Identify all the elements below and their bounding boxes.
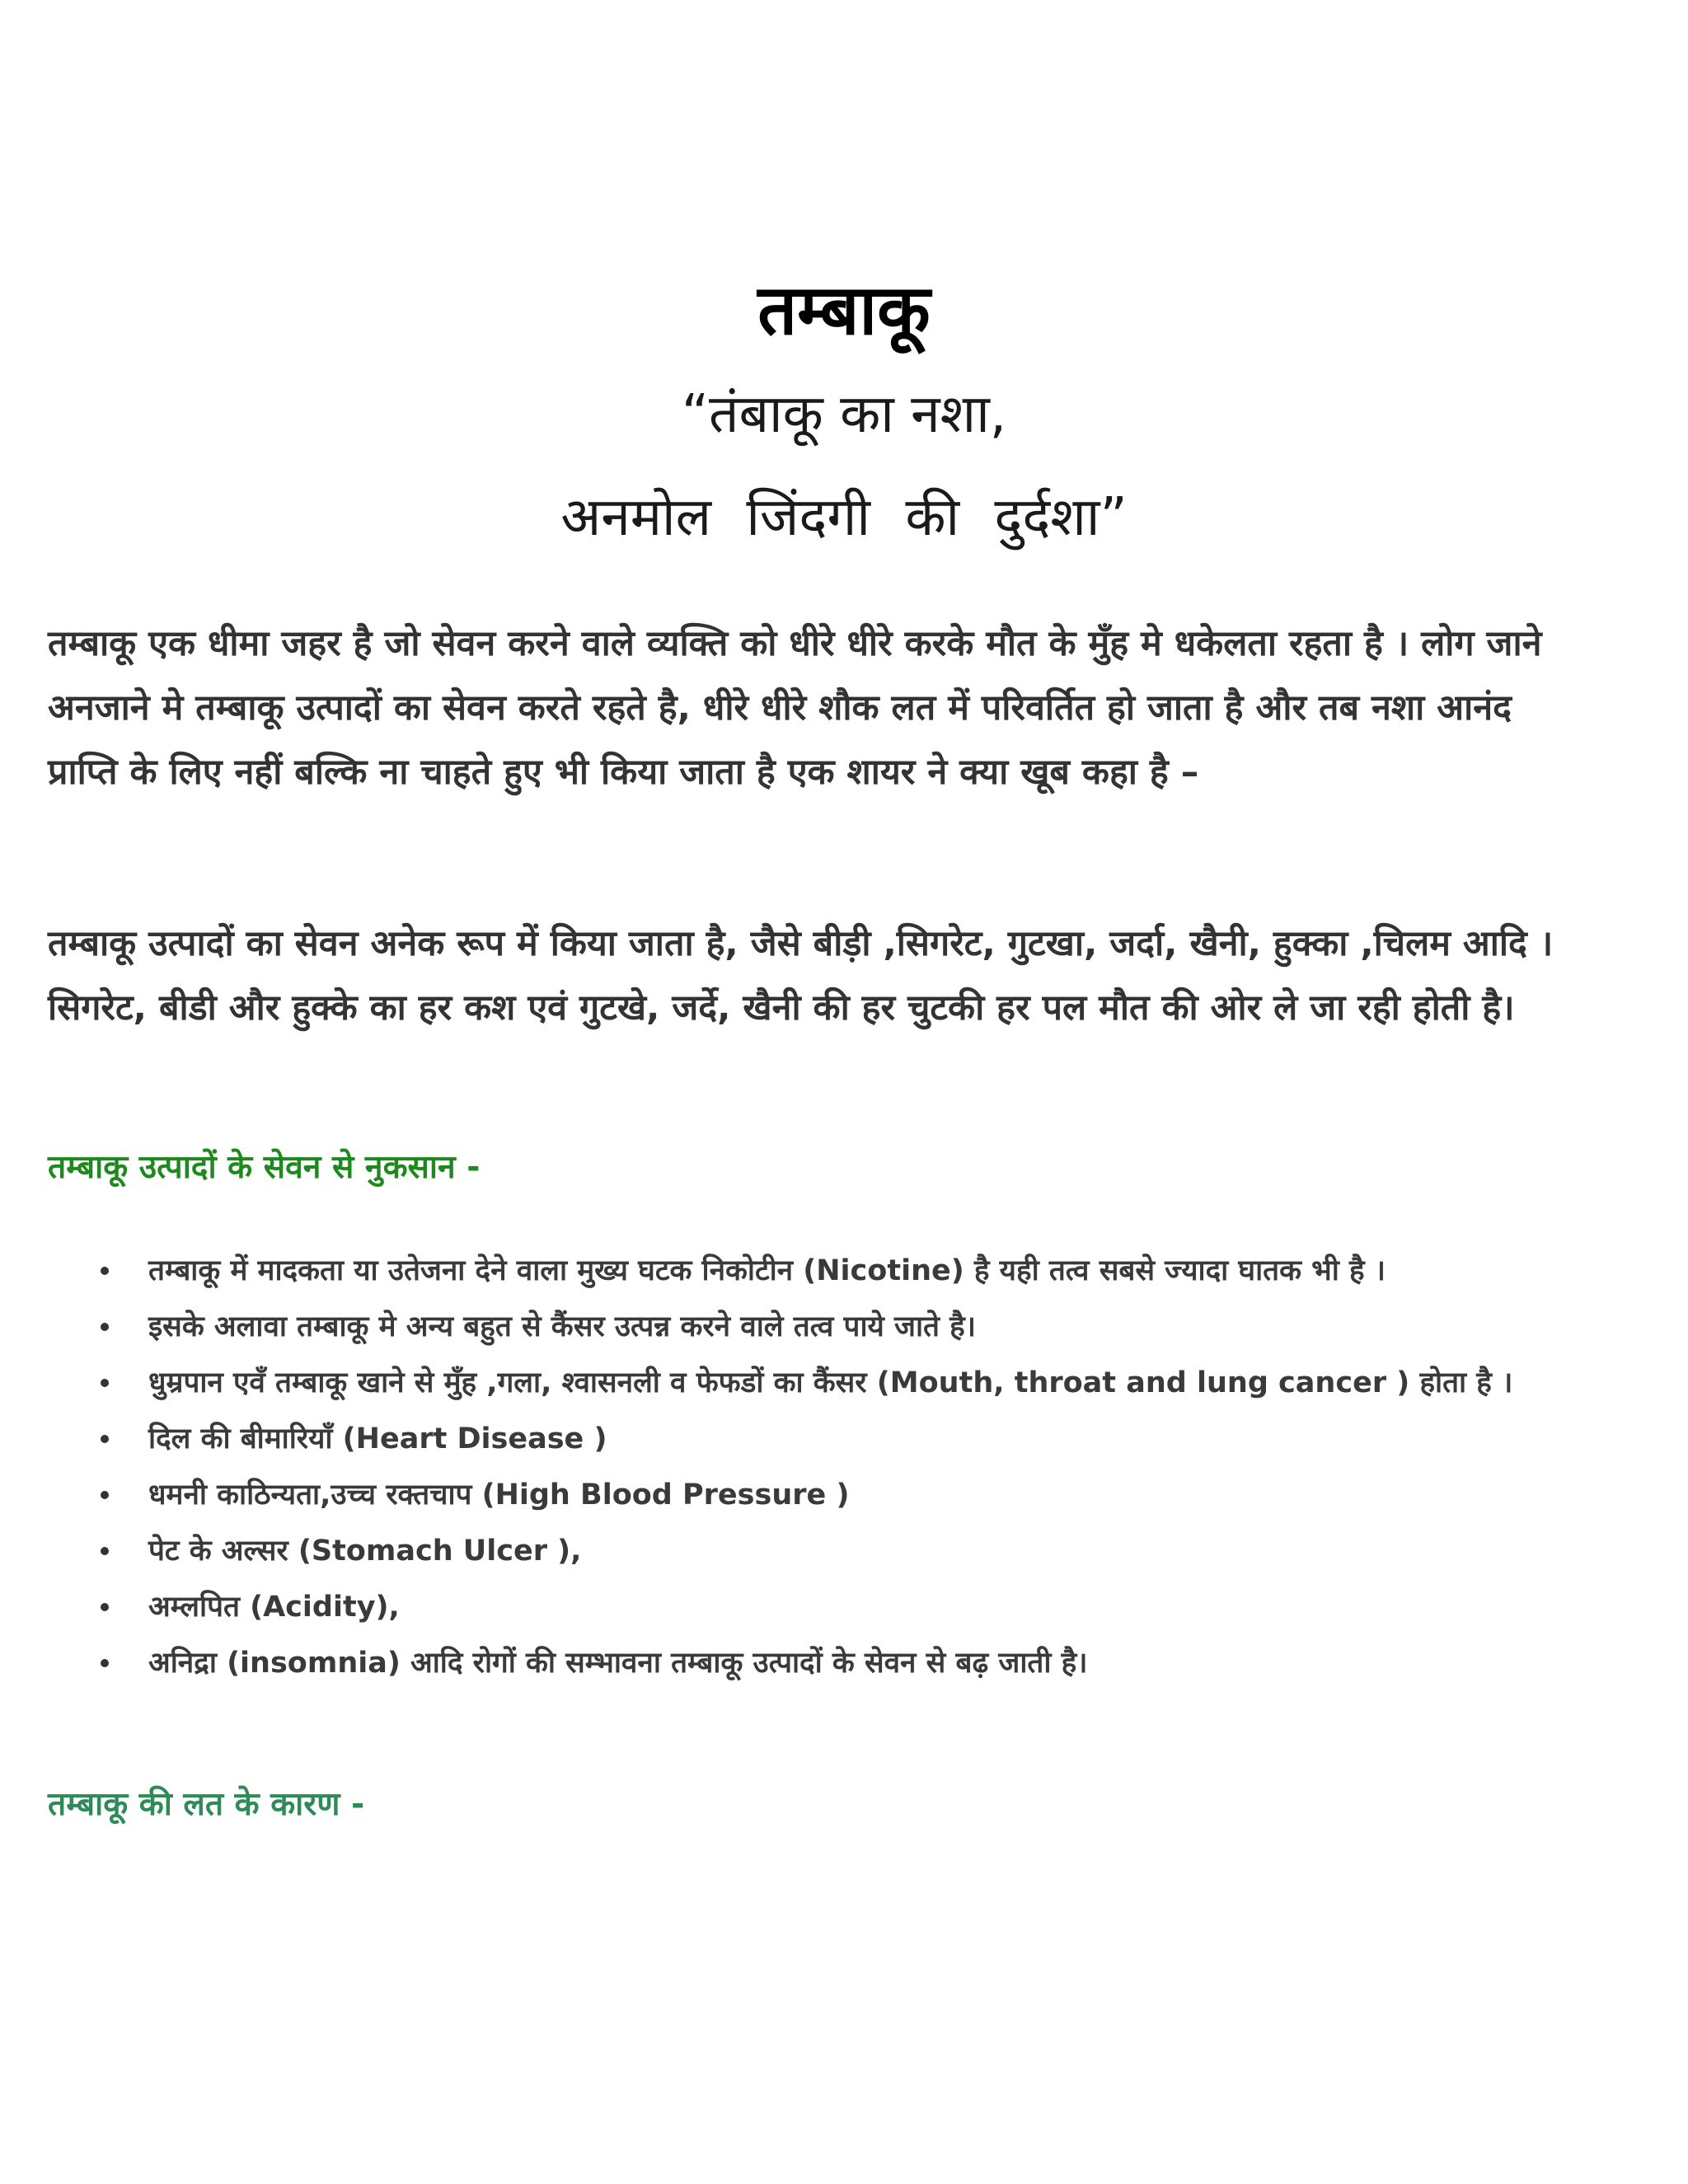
products-paragraph: तम्बाकू उत्पादों का सेवन अनेक रूप में किया जाता है, जैसे बीड़ी ,सिगरेट, गुटखा, जर्दा, खैनी, हुक्का ,चिलम आदि । सिगरेट, बीडी और हुक्के का हर कश एवं गुटखे, जर्दे, खैनी की हर चुटकी हर पल मौत की ओर ले जा रही होती है। xyxy=(48,923,1554,1029)
addiction-causes-heading: तम्बाकू की लत के कारण - xyxy=(48,1786,365,1823)
list-item xyxy=(48,1355,1573,1411)
list-item xyxy=(48,1299,1573,1355)
bullet-icon xyxy=(101,1323,109,1331)
list-item-text: पेट के अल्सर (Stomach Ulcer ), xyxy=(148,1535,582,1568)
list-item-text: धमनी काठिन्यता,उच्च रक्तचाप (High Blood Pressure ) xyxy=(148,1479,850,1511)
page-title: तम्बाकू xyxy=(757,269,931,351)
bullet-icon xyxy=(101,1659,109,1667)
harms-heading: तम्बाकू उत्पादों के सेवन से नुकसान - xyxy=(48,1149,481,1186)
bullet-icon xyxy=(101,1547,109,1555)
list-item xyxy=(48,1411,1573,1467)
slogan-line-2: अनमोल जिंदगी की दुर्दशा” xyxy=(560,487,1128,548)
list-item-text: अम्लपित (Acidity), xyxy=(148,1591,400,1624)
list-item xyxy=(48,1467,1573,1523)
bullet-icon xyxy=(101,1435,109,1443)
list-item xyxy=(48,1579,1573,1635)
bullet-icon xyxy=(101,1603,109,1611)
list-item-text: अनिद्रा (insomnia) आदि रोगों की सम्भावना तम्बाकू उत्पादों के सेवन से बढ़ जाती है। xyxy=(148,1647,1088,1680)
intro-paragraph: तम्बाकू एक धीमा जहर है जो सेवन करने वाले व्यक्ति को धीरे धीरे करके मौत के मुँह मे धकेलता रहता है । लोग जाने अनजाने मे तम्बाकू उत्पादों का सेवन करते रहते है, धीरे धीरे शौक लत में परिवर्तित हो जाता है और तब नशा आनंद प्राप्ति के लिए नहीं बल्कि ना चाहते हुए भी किया जाता है एक शायर ने क्या खूब कहा है – xyxy=(48,623,1542,793)
list-item xyxy=(48,1523,1573,1579)
harms-list xyxy=(48,1243,1573,1691)
bullet-icon xyxy=(101,1379,109,1387)
list-item xyxy=(48,1635,1573,1691)
list-item-text: इसके अलावा तम्बाकू मे अन्य बहुत से कैंसर उत्पन्न करने वाले तत्व पाये जाते है। xyxy=(148,1310,977,1343)
list-item xyxy=(48,1243,1573,1299)
bullet-icon xyxy=(101,1267,109,1275)
list-item-text: तम्बाकू में मादकता या उतेजना देने वाला मुख्य घटक निकोटीन (Nicotine) है यही तत्व सबसे ज्यादा घातक भी है । xyxy=(148,1254,1386,1287)
list-item-text: दिल की बीमारियाँ (Heart Disease ) xyxy=(148,1422,607,1455)
slogan-line-1: “तंबाकू का नशा, xyxy=(681,384,1007,445)
bullet-icon xyxy=(101,1491,109,1499)
list-item-text: धुम्रपान एवँ तम्बाकू खाने से मुँह ,गला, श्वासनली व फेफडों का कैंसर (Mouth, throat and lung cancer ) होता है । xyxy=(148,1366,1513,1399)
